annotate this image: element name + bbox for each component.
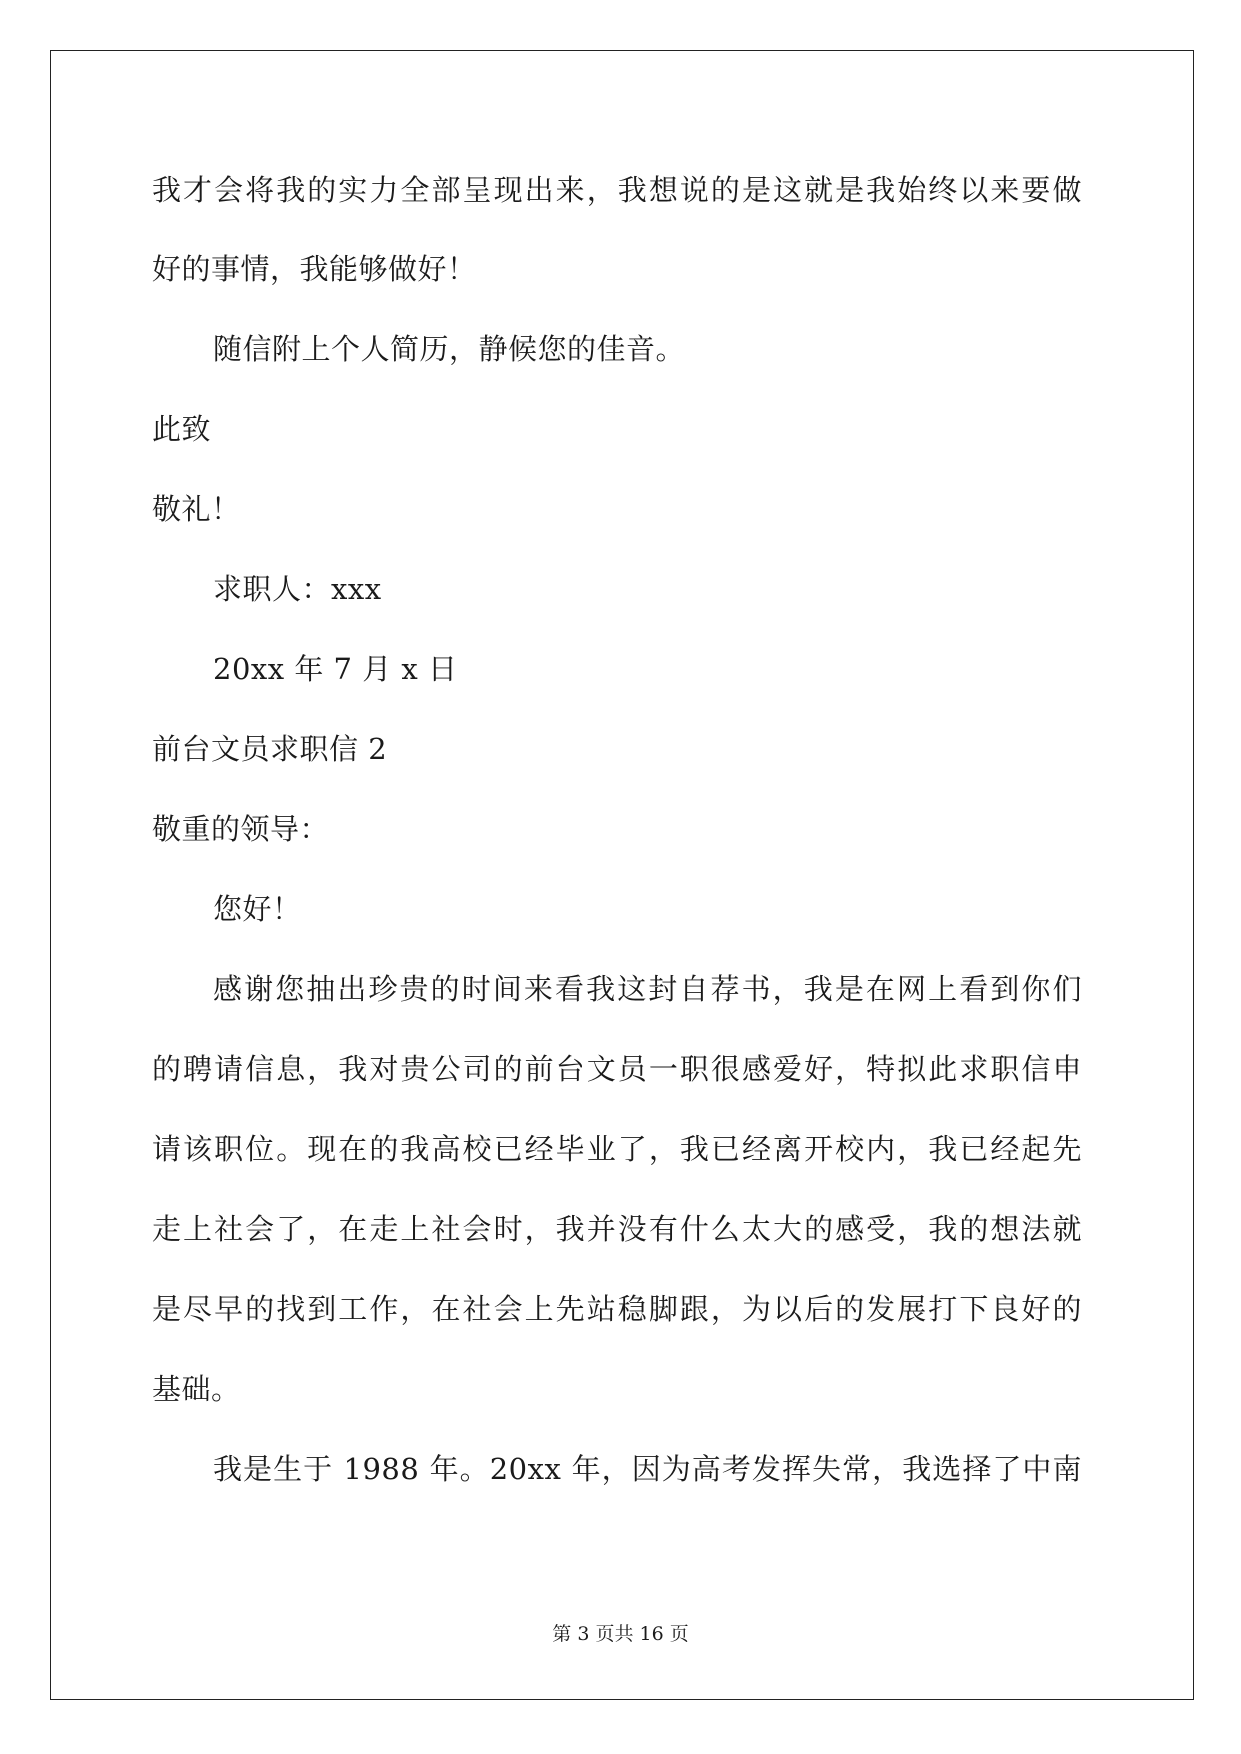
body-line: 感谢您抽出珍贵的时间来看我这封自荐书，我是在网上看到你们 <box>213 972 1082 1006</box>
body-line: 请该职位。现在的我高校已经毕业了，我已经离开校内，我已经起先 <box>152 1132 1082 1166</box>
body-line: 是尽早的找到工作，在社会上先站稳脚跟，为以后的发展打下良好的 <box>152 1292 1082 1326</box>
closing-line: 此致 <box>152 412 212 446</box>
closing-salute: 敬礼！ <box>152 492 241 526</box>
greeting: 您好！ <box>213 892 302 926</box>
body-line: 好的事情，我能够做好！ <box>152 252 477 286</box>
body-line: 基础。 <box>152 1372 241 1406</box>
body-line: 随信附上个人简历，静候您的佳音。 <box>213 332 686 366</box>
page-total: 共 16 页 <box>614 1623 689 1645</box>
page-footer <box>0 1622 1241 1646</box>
body-line: 我才会将我的实力全部呈现出来，我想说的是这就是我始终以来要做 <box>152 173 1082 207</box>
body-line: 我是生于 1988 年。20xx 年，因为高考发挥失常，我选择了中南 <box>213 1452 1082 1486</box>
letter-date: 20xx 年 7 月 x 日 <box>213 652 458 686</box>
body-line: 走上社会了，在走上社会时，我并没有什么太大的感受，我的想法就 <box>152 1212 1082 1246</box>
body-line: 的聘请信息，我对贵公司的前台文员一职很感爱好，特拟此求职信申 <box>152 1052 1082 1086</box>
salutation: 敬重的领导： <box>152 812 330 846</box>
applicant-signature: 求职人：xxx <box>213 572 382 606</box>
section-title: 前台文员求职信 2 <box>152 732 388 766</box>
page-number: 第 3 页 <box>552 1623 615 1645</box>
